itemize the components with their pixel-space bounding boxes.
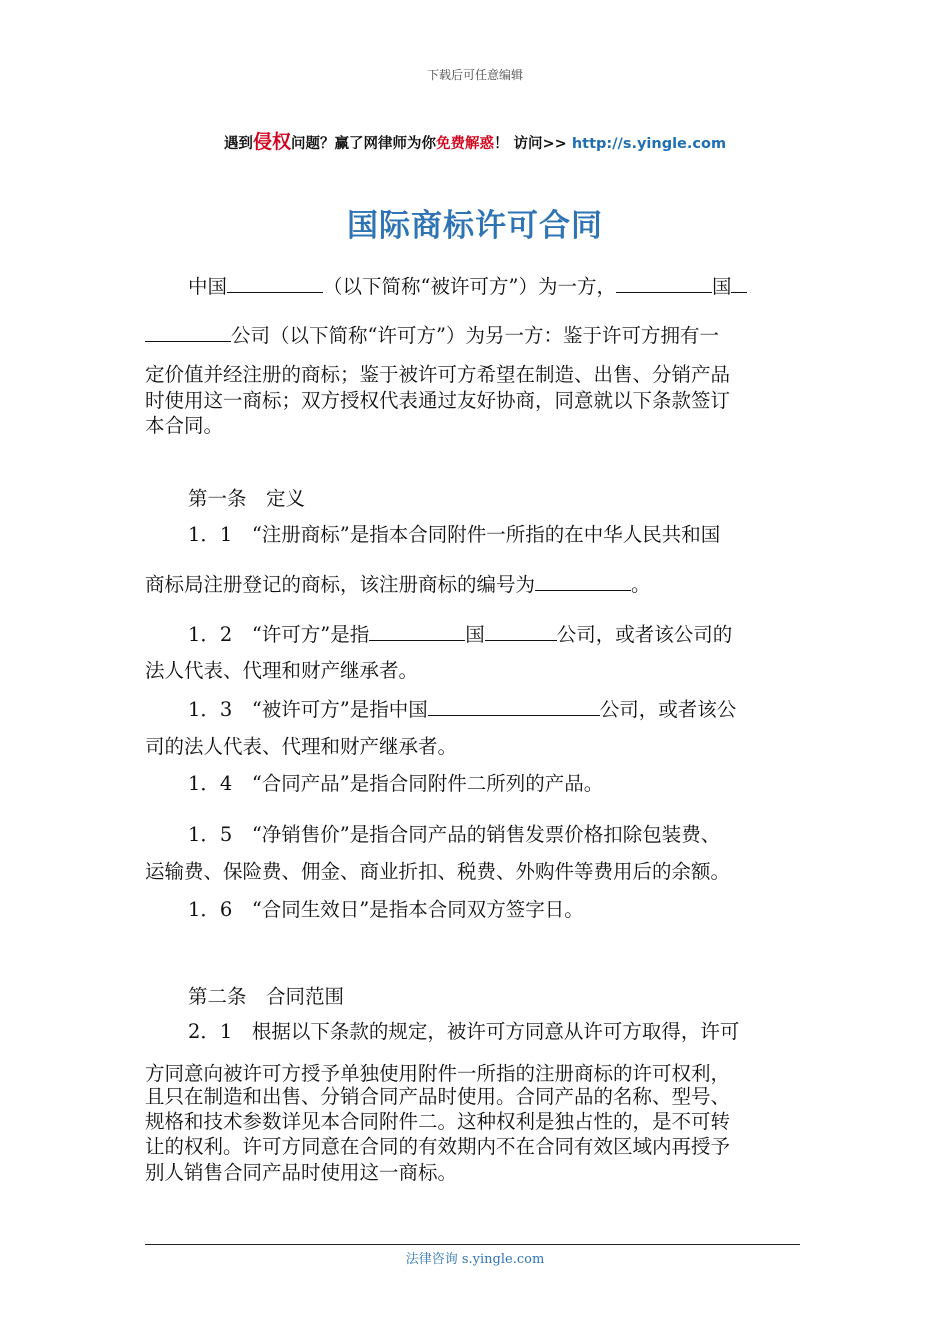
article-2-heading: 第二条 合同范围 (188, 985, 345, 1008)
article-1-heading: 第一条 定义 (188, 487, 306, 510)
blank-field (616, 272, 712, 293)
clause-1-5-line-1: 1．5 “净销售价”是指合同产品的销售发票价格扣除包装费、 (188, 823, 721, 846)
blank-field (145, 321, 231, 342)
blank-field (731, 272, 747, 293)
blank-field (535, 570, 631, 591)
intro-line-3: 定价值并经注册的商标；鉴于被许可方希望在制造、出售、分销产品 (145, 363, 731, 386)
clause-2-1-line-3: 且只在制造和出售、分销合同产品时使用。合同产品的名称、型号、 (145, 1085, 731, 1108)
clause-1-1-line-1: 1．1 “注册商标”是指本合同附件一所指的在中华人民共和国 (188, 523, 721, 546)
blank-field (227, 272, 323, 293)
clause-1-2-line-1: 1．2 “许可方”是指 国 公司，或者该公司的 (188, 620, 858, 649)
clause-1-4: 1．4 “合同产品”是指合同附件二所列的产品。 (188, 772, 604, 795)
intro-line-1: 中国 （以下简称“被许可方”）为一方， 国 (188, 272, 858, 301)
blank-field (485, 620, 557, 641)
intro-line-2: 公司（以下简称“许可方”）为另一方：鉴于许可方拥有一 (145, 321, 815, 350)
promo-link[interactable]: http://s.yingle.com (571, 136, 727, 152)
editable-note: 下载后可任意编辑 (426, 68, 523, 82)
clause-2-1-line-6: 别人销售合同产品时使用这一商标。 (145, 1161, 458, 1184)
footer-divider (145, 1244, 800, 1245)
blank-field (428, 695, 600, 716)
document-title: 国际商标许可合同 (347, 208, 603, 244)
clause-1-6: 1．6 “合同生效日”是指本合同双方签字日。 (188, 898, 584, 921)
clause-1-2-line-2: 法人代表、代理和财产继承者。 (145, 659, 419, 682)
clause-1-3-line-1: 1．3 “被许可方”是指中国 公司，或者该公 (188, 695, 858, 724)
clause-2-1-line-1: 2．1 根据以下条款的规定，被许可方同意从许可方取得，许可 (188, 1020, 740, 1043)
clause-1-1-line-2: 商标局注册登记的商标，该注册商标的编号为 。 (145, 570, 815, 599)
clause-2-1-line-2: 方同意向被许可方授予单独使用附件一所指的注册商标的许可权利， (145, 1062, 731, 1085)
clause-1-5-line-2: 运输费、保险费、佣金、商业折扣、税费、外购件等费用后的余额。 (145, 860, 731, 883)
promo-text-3: ！ 访问>> (493, 136, 572, 152)
promo-highlight-infringement: 侵权 (252, 131, 291, 153)
promo-text-1: 遇到 (223, 136, 253, 152)
footer-link[interactable]: 法律咨询 s.yingle.com (405, 1252, 545, 1267)
intro-line-4: 时使用这一商标；双方授权代表通过友好协商，同意就以下条款签订 (145, 389, 731, 412)
intro-line-5: 本合同。 (145, 414, 224, 437)
clause-2-1-line-5: 让的权利。许可方同意在合同的有效期内不在合同有效区域内再授予 (145, 1135, 731, 1158)
clause-2-1-line-4: 规格和技术参数详见本合同附件二。这种权利是独占性的，是不可转 (145, 1110, 731, 1133)
promo-text-2: 问题？赢了网律师为你 (290, 136, 436, 152)
clause-1-3-line-2: 司的法人代表、代理和财产继承者。 (145, 735, 458, 758)
promo-highlight-free: 免费解惑 (435, 136, 494, 152)
blank-field (369, 620, 465, 641)
promo-banner (0, 127, 950, 154)
